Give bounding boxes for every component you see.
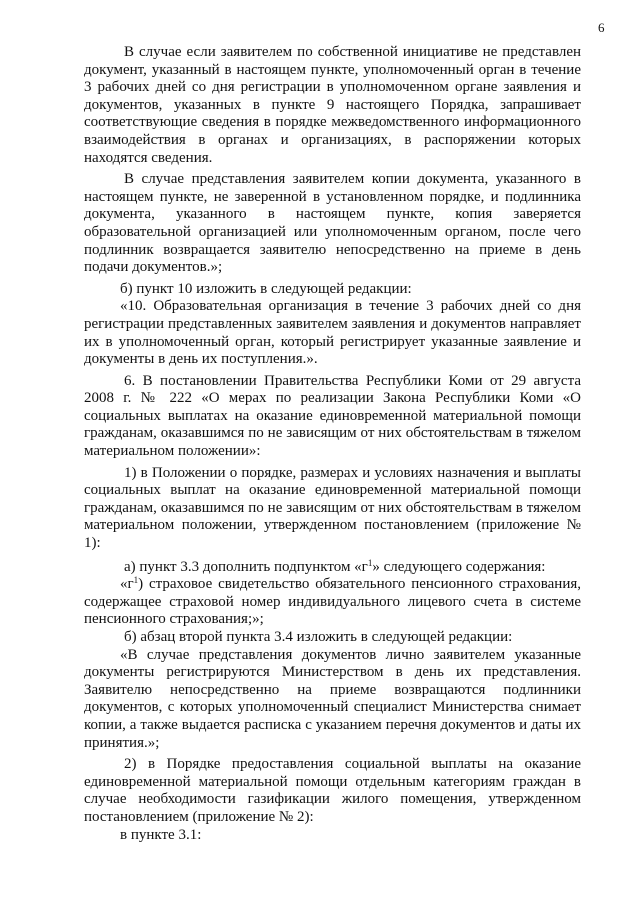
paragraph-point-3-4-text: «В случае представления документов лично заявителем указанные документы регистрируются Министерством в день их представления. Заявителю непосредственно на приеме возвращаются подлинники документов, с которых уполномоченный специалист Министерства снимает копии, а также выдается расписка с указанием перечня документов и даты их принятия.»; [84, 646, 581, 751]
paragraph-subsection-2: 2) в Порядке предоставления социальной выплаты на оказание единовременной материальной помощи отдельным категориям граждан в случае необходимости газификации жилого помещения, утвержденном постановлением (приложение № 2): [84, 756, 581, 825]
item-a-text-end: » следующего содержания: [372, 558, 546, 575]
paragraph-item-b-point-10: б) пункт 10 изложить в следующей редакции: [120, 280, 412, 297]
paragraph-section-6: 6. В постановлении Правительства Республики Коми от 29 августа 2008 г. № 222 «О мерах по реализации Закона Республики Коми «О социальных выплатах на оказание единовременной материальной помощи гражданам, оказавшимся по не зависящим от них обстоятельствам в тяжелом материальном положении»: [84, 372, 581, 460]
paragraph-point-10-text: «10. Образовательная организация в течение 3 рабочих дней со дня регистрации представленных заявителем заявления и документов направляет их в уполномоченный орган, который регистрирует указанные заявление и документы в день их поступления.». [84, 298, 581, 368]
subitem-g1-text: ) страховое свидетельство обязательного пенсионного страхования, содержащее страховой номер индивидуального лицевого счета в системе пенсионного страхования;»; [84, 576, 581, 628]
paragraph-subitem-g1 [84, 576, 581, 629]
paragraph-point-3-1: в пункте 3.1: [120, 826, 202, 843]
document-body [84, 44, 581, 844]
paragraph-subsection-1: 1) в Положении о порядке, размерах и условиях назначения и выплаты социальных выплат на оказание единовременной материальной помощи гражданам, оказавшимся по не зависящим от них обстоятельствам в тяжелом материальном положении, утвержденном постановлением (приложение № 1): [84, 464, 581, 552]
subitem-g1-start: «г [120, 576, 134, 593]
item-a-text-start: а) пункт 3.3 дополнить подпунктом «г [124, 558, 368, 575]
superscript-one: 1 [367, 557, 373, 568]
paragraph-copy-certification: В случае представления заявителем копии документа, указанного в настоящем пункте, не заверенной в установленном порядке, и подлинника документа, указанного в настоящем пункте, копия заверяется образовательной организацией или уполномоченным органом, после чего подлинник возвращается заявителю непосредственно на приеме в день подачи документов.»; [84, 171, 581, 276]
page-number: 6 [598, 20, 605, 35]
paragraph-request-documents: В случае если заявителем по собственной инициативе не представлен документ, указанный в настоящем пункте, уполномоченный орган в течение 3 рабочих дней со дня регистрации в уполномоченном органе заявления и документов, указанных в пункте 9 настоящего Порядка, запрашивает соответствующие сведения в порядке межведомственного информационного взаимодействия в органах и организациях, в распоряжении которых находятся сведения. [84, 44, 581, 166]
superscript-one: 1 [133, 575, 139, 586]
paragraph-item-a-point-3-3 [84, 559, 581, 577]
paragraph-item-b-point-3-4: б) абзац второй пункта 3.4 изложить в следующей редакции: [124, 629, 513, 645]
